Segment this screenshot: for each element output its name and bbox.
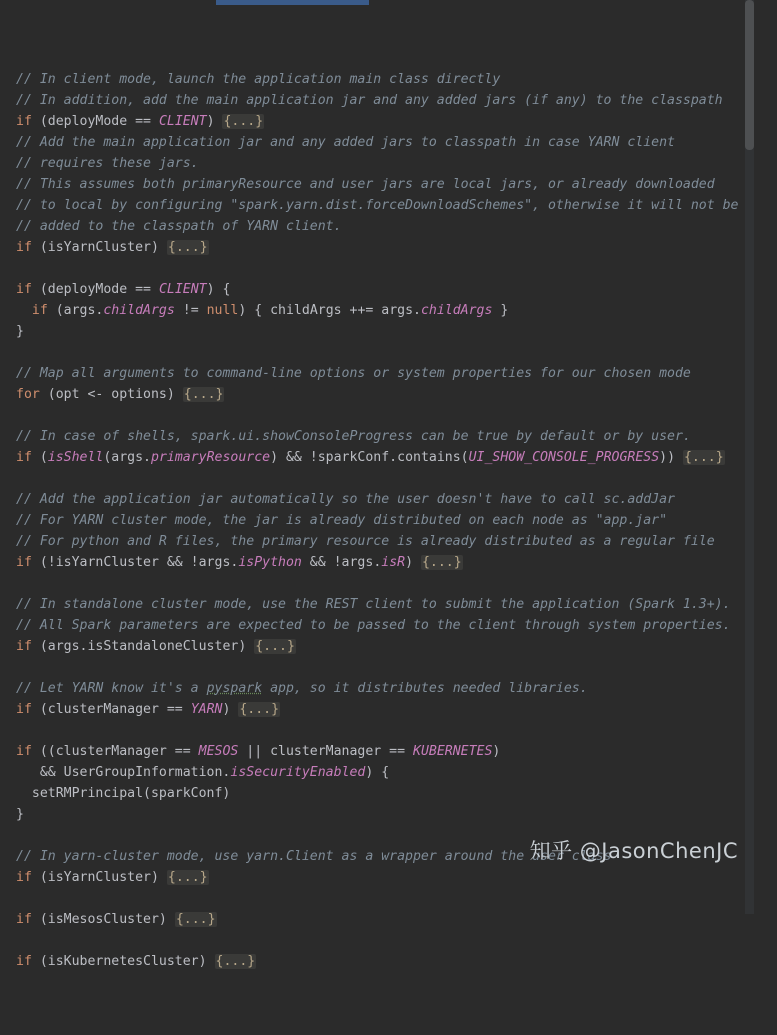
code-token: isSecurityEnabled [230,765,366,780]
code-token: isShell [47,450,104,465]
folded-code-region[interactable]: {...} [255,639,295,654]
code-token: null [206,303,239,318]
code-token: YARN [190,702,223,717]
code-token: && !args. [301,555,382,570]
code-token: (args.isStandaloneCluster) [31,639,255,654]
code-line [16,174,754,195]
code-token: setRMPrincipal(sparkConf) [16,786,231,801]
code-token: primaryResource [151,450,271,465]
code-line [16,594,754,615]
code-token: app, so it distributes needed libraries. [262,681,588,696]
code-line [16,636,754,657]
folded-code-region[interactable]: {...} [239,702,280,717]
code-line [16,720,754,741]
code-token: // In addition, add the main application jar and any added jars (if any) to the classpath [16,93,723,108]
code-token: ) [405,555,421,570]
vertical-scrollbar-track[interactable] [745,0,754,914]
code-token: ) { [365,765,390,780]
code-token: || clusterManager == [238,744,413,759]
folded-code-region[interactable]: {...} [183,387,224,402]
code-token: } [492,303,509,318]
code-token: UI_SHOW_CONSOLE_PROGRESS [468,450,660,465]
code-line [16,951,754,972]
code-token: ) { [206,282,231,297]
code-token: // In case of shells, spark.ui.showConsoleProgress can be true by default or by user. [16,429,691,444]
code-token: (isKubernetesCluster) [31,954,215,969]
code-line [16,69,754,90]
code-line [16,615,754,636]
code-token: if [16,954,32,969]
code-token: // This assumes both primaryResource and user jars are local jars, or already downloaded [16,177,715,192]
code-token: // Add the main application jar and any added jars to classpath in case YARN client [16,135,675,150]
folded-code-region[interactable]: {...} [175,912,216,927]
code-token: if [16,870,32,885]
code-token: if [16,912,32,927]
code-line [16,111,754,132]
code-line [16,888,754,909]
code-line [16,552,754,573]
code-token: ) [206,114,223,129]
code-token: // to local by configuring "spark.yarn.dist.forceDownloadSchemes", otherwise it will not be [16,198,739,213]
code-line [16,510,754,531]
code-token: if [16,702,32,717]
code-line [16,195,754,216]
code-line [16,909,754,930]
code-token: for [16,387,40,402]
code-line [16,342,754,363]
code-token: (isYarnCluster) [31,870,167,885]
code-token: ) { childArgs ++= args. [238,303,421,318]
code-token: ( [31,450,48,465]
code-token: isPython [238,555,302,570]
code-line [16,657,754,678]
code-token: ) && !sparkConf.contains( [270,450,469,465]
code-line [16,153,754,174]
code-token: } [16,324,24,339]
code-line [16,699,754,720]
folded-code-region[interactable]: {...} [223,114,264,129]
code-line [16,258,754,279]
code-line [16,90,754,111]
code-lines-container [16,69,754,972]
selection-highlight-strip [216,0,369,5]
code-line [16,762,754,783]
code-token: pyspark [206,681,263,696]
code-line [16,783,754,804]
code-token: if [16,639,32,654]
code-token: } [16,807,24,822]
code-line [16,930,754,951]
code-token: // Map all arguments to command-line options or system properties for our chosen mode [16,366,691,381]
code-line [16,321,754,342]
code-line [16,405,754,426]
code-token: // Add the application jar automatically so the user doesn't have to call sc.addJar [16,492,675,507]
code-token: // Let YARN know it's a [16,681,207,696]
code-token: childArgs [103,303,175,318]
code-token: if [31,303,48,318]
code-token: if [16,282,32,297]
code-token: if [16,450,32,465]
code-line [16,237,754,258]
code-line [16,279,754,300]
code-token: (isYarnCluster) [31,240,167,255]
folded-code-region[interactable]: {...} [167,240,208,255]
code-token: ((clusterManager == [31,744,199,759]
code-token: (deployMode == [31,114,159,129]
code-token: ) [222,702,239,717]
code-line [16,426,754,447]
code-token: MESOS [198,744,239,759]
code-token: (isMesosCluster) [31,912,175,927]
code-token: && UserGroupInformation. [16,765,231,780]
code-token: // For python and R files, the primary resource is already distributed as a regular file [16,534,715,549]
code-token: if [16,114,32,129]
code-token: (deployMode == [31,282,159,297]
code-token [16,303,32,318]
code-token: // In client mode, launch the application main class directly [16,72,501,87]
code-token: CLIENT [158,114,207,129]
code-line [16,573,754,594]
folded-code-region[interactable]: {...} [215,954,256,969]
code-line [16,741,754,762]
code-token: if [16,555,32,570]
code-token: // added to the classpath of YARN client. [16,219,342,234]
code-line [16,132,754,153]
code-line [16,678,754,699]
vertical-scrollbar-thumb[interactable] [745,0,754,150]
code-line [16,489,754,510]
code-token: childArgs [420,303,493,318]
code-line [16,216,754,237]
code-token: (opt <- options) [39,387,183,402]
code-token: if [16,744,32,759]
code-line [16,300,754,321]
code-token: (args. [47,303,104,318]
folded-code-region[interactable]: {...} [421,555,462,570]
code-token: // For YARN cluster mode, the jar is already distributed on each node as "app.jar" [16,513,668,528]
code-token: ) [492,744,501,759]
code-token: (clusterManager == [31,702,191,717]
code-token: )) [659,450,683,465]
code-token: (args. [103,450,151,465]
code-line [16,531,754,552]
code-line [16,447,754,468]
code-line [16,363,754,384]
code-line [16,468,754,489]
code-token: // requires these jars. [16,156,199,171]
folded-code-region[interactable]: {...} [683,450,724,465]
code-token: CLIENT [158,282,207,297]
code-token: isR [381,555,406,570]
code-line [16,804,754,825]
code-token: // In yarn-cluster mode, use yarn.Client as a wrapper around the user class [16,849,612,864]
code-line [16,867,754,888]
code-token: != [174,303,207,318]
folded-code-region[interactable]: {...} [167,870,208,885]
code-token: // All Spark parameters are expected to be passed to the client through system properties. [16,618,731,633]
code-line [16,384,754,405]
code-token: // In standalone cluster mode, use the REST client to submit the application (Spark 1.3+). [16,597,731,612]
code-token: (!isYarnCluster && !args. [31,555,239,570]
watermark-label: 知乎 @JasonChenJC [529,839,738,863]
code-token: KUBERNETES [413,744,493,759]
code-token: if [16,240,32,255]
